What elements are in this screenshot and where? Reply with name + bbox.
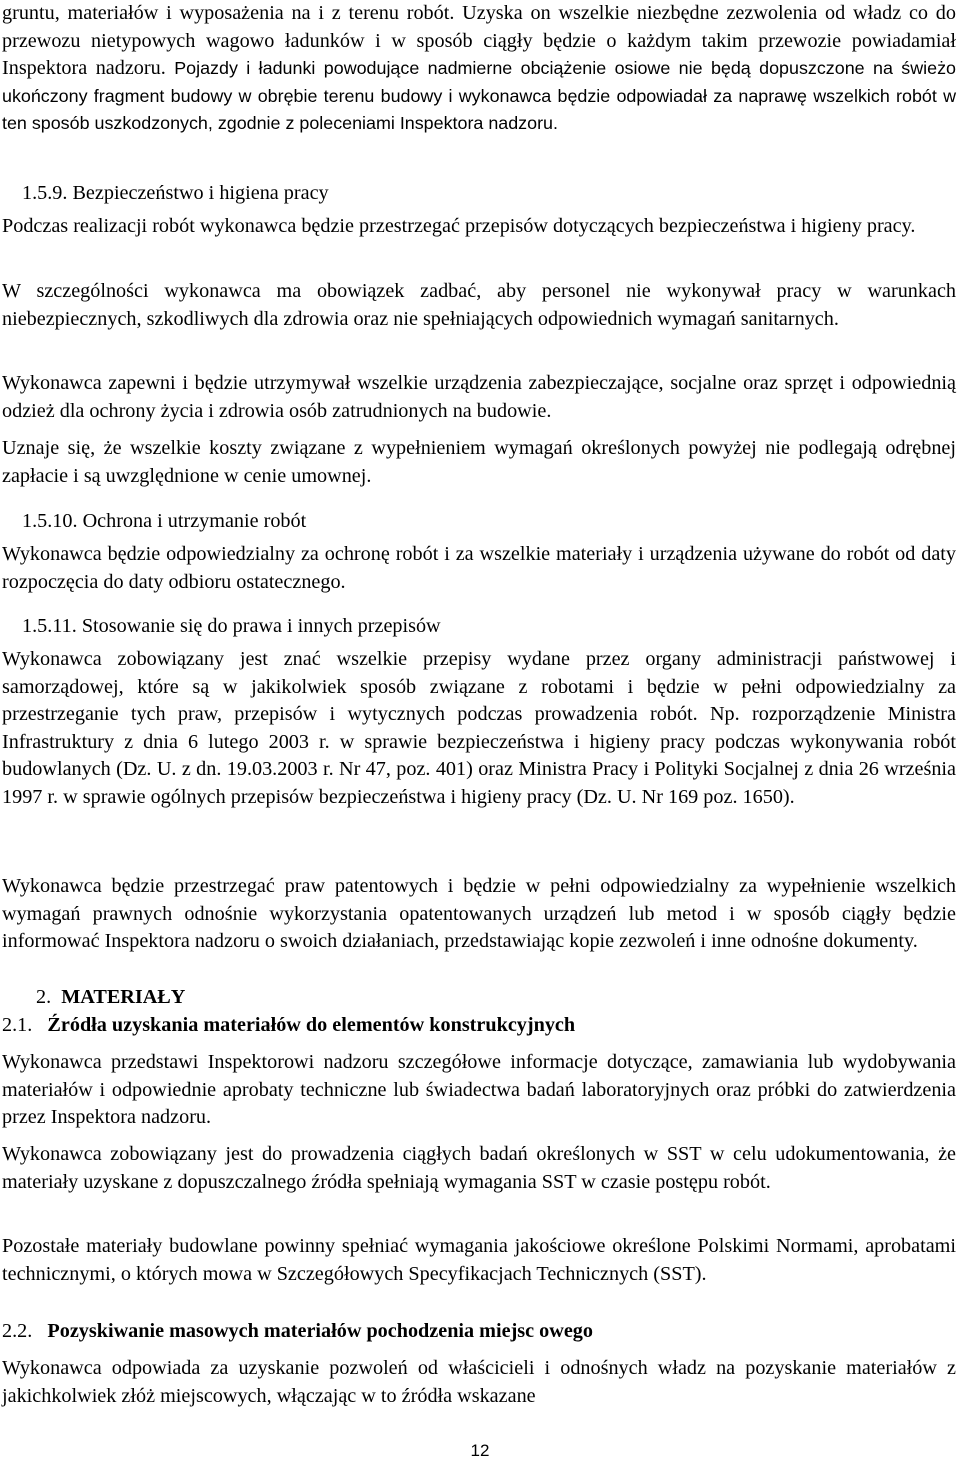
paragraph-transport — [2, 0, 956, 138]
chapter-heading-2 — [36, 984, 956, 1012]
paragraph: Wykonawca będzie odpowiedzialny za ochronę robót i za wszelkie materiały i urządzenia używane do robót od daty rozpoczęcia do daty odbioru ostatecznego. — [2, 543, 956, 593]
paragraph: Wykonawca odpowiada za uzyskanie pozwoleń od właścicieli i odnośnych władz na pozyskanie materiałów z jakichkolwiek złóż miejscowych, włączając w to źródła wskazane — [2, 1357, 956, 1407]
section-heading-1-5-11 — [22, 613, 956, 641]
paragraph-transport-serif: gruntu, materiałów i wyposażenia na i z terenu robót. Uzyska on wszelkie niezbędne zezwolenia od władz co do przewozu nietypowych wagowo ładunków i w sposób ciągły będzie o każdym takim przewozie powiadamiał Inspektora nadzoru. — [2, 2, 956, 79]
chapter-number: 2. — [36, 986, 52, 1008]
page-number: 12 — [470, 1441, 490, 1460]
paragraph: W szczególności wykonawca ma obowiązek zadbać, aby personel nie wykonywał pracy w warunkach niebezpiecznych, szkodliwych dla zdrowia oraz nie spełniających odpowiednich wymagań sanitarnych. — [2, 280, 956, 330]
paragraph-transport-sans: Pojazdy i ładunki powodujące nadmierne obciążenie osiowe nie będą dopuszczone na świeżo ukończony fragment budowy w obrębie terenu budowy i wykonawca będzie odpowiadał za naprawę wszelkich robót w ten sposób uszkodzonych, zgodnie z poleceniami Inspektora nadzoru. — [2, 58, 956, 133]
section-title: Stosowanie się do prawa i innych przepisów — [81, 615, 441, 637]
paragraph: Uznaje się, że wszelkie koszty związane z wypełnieniem wymagań określonych powyżej nie podlegają odrębnej zapłacie i są uwzględnione w cenie umownej. — [2, 437, 956, 487]
section-number: 2.2. — [2, 1320, 33, 1342]
section-title: Pozyskiwanie masowych materiałów pochodzenia miejsc owego — [47, 1320, 593, 1342]
paragraph: Wykonawca zobowiązany jest znać wszelkie przepisy wydane przez organy administracji państwowej i samorządowej, które są w jakikolwiek sposób związane z robotami i będzie w pełni odpowiedzialny za przestrzeganie tych praw, przepisów i wytycznych podczas prowadzenia robót. Np. rozporządzenie Ministra Infrastruktury z dnia 6 lutego 2003 r. w sprawie bezpieczeństwa i higieny pracy podczas wykonywania robót budowlanych (Dz. U. z dn. 19.03.2003 r. Nr 47, poz. 401) oraz Ministra Pracy i Polityki Socjalnej z dnia 26 września 1997 r. w sprawie ogólnych przepisów bezpieczeństwa i higieny pracy (Dz. U. Nr 169 poz. 1650). — [2, 648, 956, 808]
paragraph: Wykonawca będzie przestrzegać praw patentowych i będzie w pełni odpowiedzialny za wypełnienie wszelkich wymagań prawnych odnośnie wykorzystania opatentowanych urządzeń lub metod i w sposób ciągły będzie informować Inspektora nadzoru o swoich działaniach, przedstawiając kopie zezwoleń i inne odnośne dokumenty. — [2, 875, 956, 952]
section-number: 1.5.11. — [22, 615, 77, 637]
paragraph: Pozostałe materiały budowlane powinny spełniać wymagania jakościowe określone Polskimi Normami, aprobatami technicznymi, o których mowa w Szczegółowych Specyfikacjach Technicznych (SST). — [2, 1235, 956, 1285]
section-heading-2-1 — [2, 1012, 956, 1040]
chapter-title: MATERIAŁY — [61, 986, 186, 1008]
section-heading-2-2 — [2, 1318, 956, 1346]
paragraph: Wykonawca przedstawi Inspektorowi nadzoru szczegółowe informacje dotyczące, zamawiania lub wydobywania materiałów i odpowiednie aprobaty techniczne lub świadectwa badań laboratoryjnych oraz próbki do zatwierdzenia przez Inspektora nadzoru. — [2, 1051, 956, 1128]
section-number: 2.1. — [2, 1014, 33, 1036]
paragraph: Podczas realizacji robót wykonawca będzie przestrzegać przepisów dotyczących bezpieczeństwa i higieny pracy. — [2, 215, 916, 237]
section-heading-1-5-9 — [22, 180, 956, 208]
section-number: 1.5.10. — [22, 510, 78, 532]
paragraph: Wykonawca zapewni i będzie utrzymywał wszelkie urządzenia zabezpieczające, socjalne oraz sprzęt i odpowiednią odzież dla ochrony życia i zdrowia osób zatrudnionych na budowie. — [2, 372, 956, 422]
section-heading-1-5-10 — [22, 508, 956, 536]
section-title: Ochrona i utrzymanie robót — [82, 510, 307, 532]
section-title: Źródła uzyskania materiałów do elementów konstrukcyjnych — [47, 1014, 576, 1036]
paragraph: Wykonawca zobowiązany jest do prowadzenia ciągłych badań określonych w SST w celu udokumentowania, że materiały uzyskane z dopuszczalnego źródła spełniają wymagania SST w czasie postępu robót. — [2, 1143, 956, 1193]
section-number: 1.5.9. — [22, 182, 68, 204]
section-title: Bezpieczeństwo i higiena pracy — [72, 182, 329, 204]
